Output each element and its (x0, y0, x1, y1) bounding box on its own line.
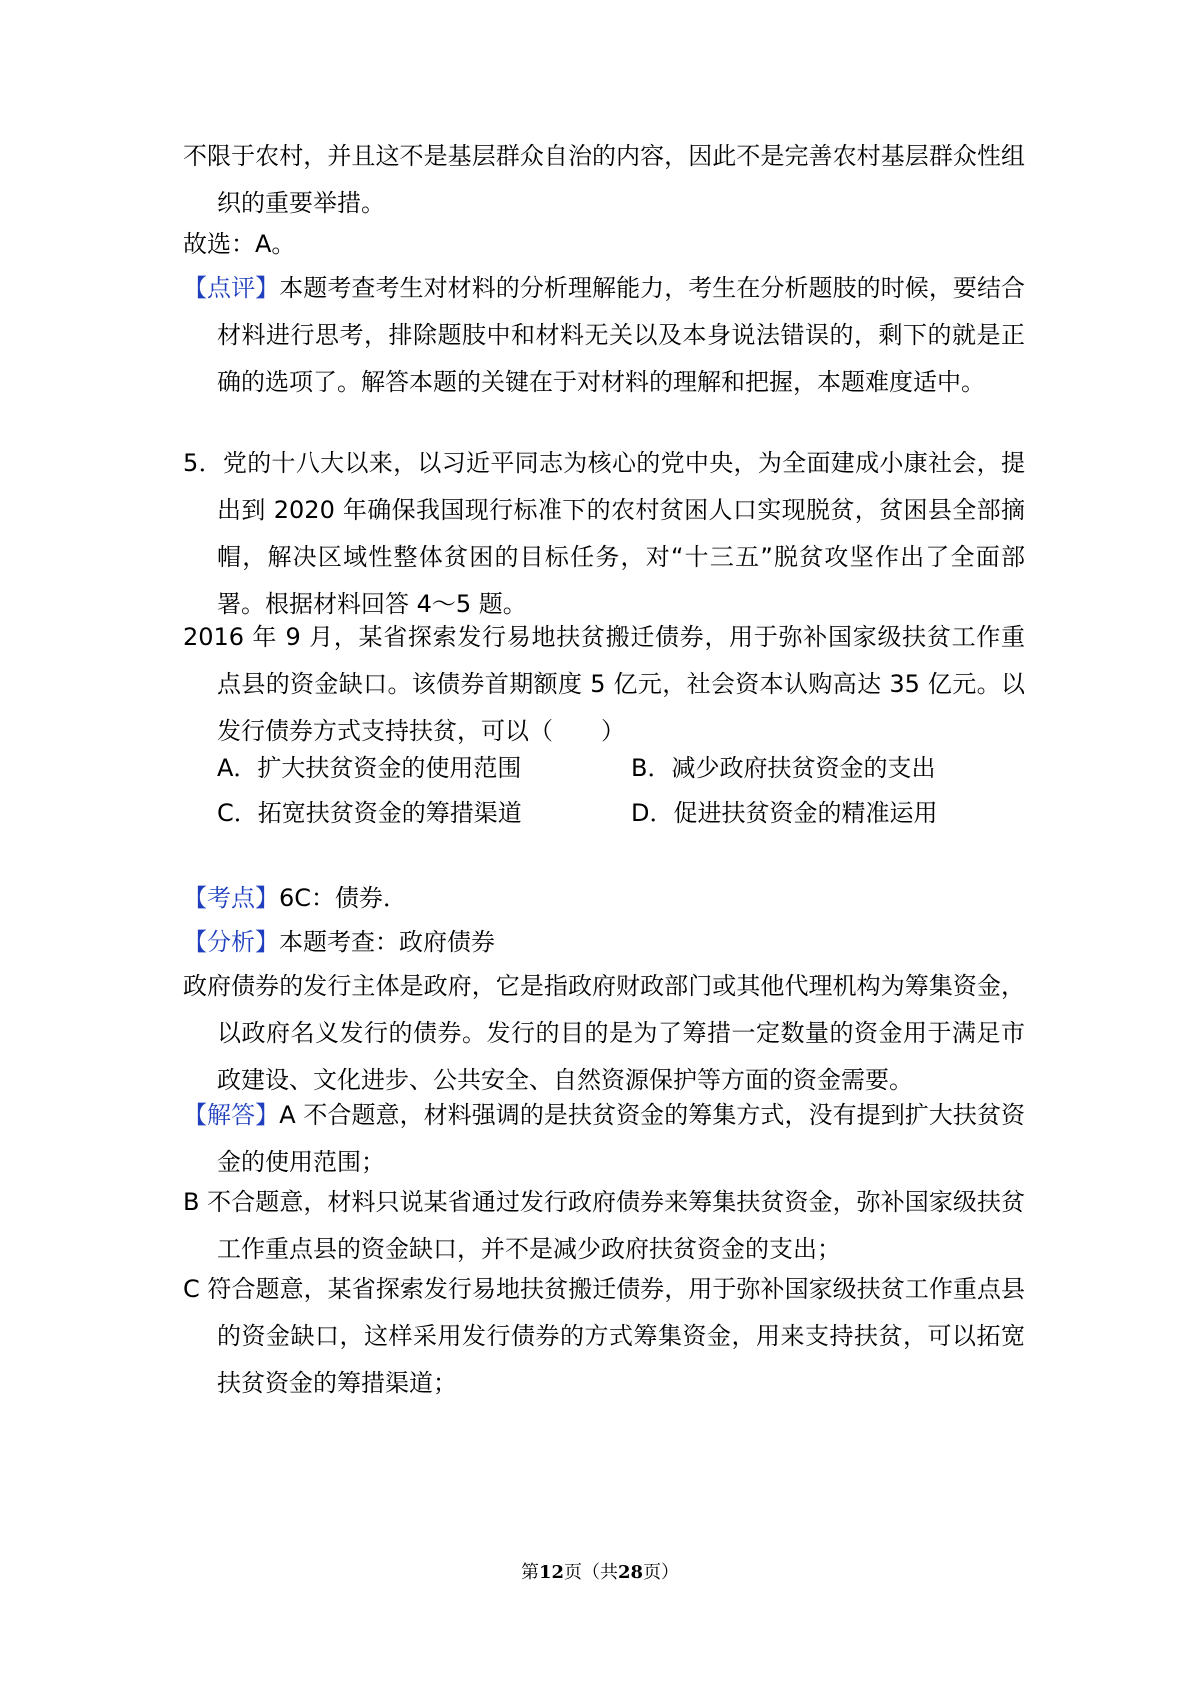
prev-review (183, 265, 1025, 406)
page-number: 12 (538, 1562, 564, 1583)
option-a: A．扩大扶贫资金的使用范围 (217, 754, 522, 782)
analysis-text: 本题考查：政府债券 (279, 928, 495, 956)
analysis-section (183, 919, 1025, 966)
page-total: 28 (618, 1562, 644, 1583)
solution-a: 【解答】A 不合题意，材料强调的是扶贫资金的筹集方式，没有提到扩大扶贫资金的使用范围； (183, 1101, 1026, 1176)
question-5-stem: 5．党的十八大以来，以习近平同志为核心的党中央，为全面建成小康社会，提出到 2020 年确保我国现行标准下的农村贫困人口实现脱贫，贫困县全部摘帽，解决区域性整体贫困的目标任务，对“十三五”脱贫攻坚作出了全面部署。根据材料回答 4～5 题。 (183, 449, 1025, 618)
review-tag: 【点评】 (183, 274, 280, 302)
review-text: 本题考查考生对材料的分析理解能力，考生在分析题肢的时候，要结合材料进行思考，排除题肢中和材料无关以及本身说法错误的，剩下的就是正确的选项了。解答本题的关键在于对材料的理解和把握，本题难度适中。 (217, 274, 1026, 396)
page-footer: 第12页（共28页） (520, 1562, 680, 1583)
point-tag: 【考点】 (183, 884, 279, 912)
solution-b: B 不合题意，材料只说某省通过发行政府债券来筹集扶贫资金，弥补国家级扶贫工作重点县的资金缺口，并不是减少政府扶贫资金的支出； (183, 1188, 1025, 1263)
option-c: C．拓宽扶贫资金的筹措渠道 (217, 799, 522, 827)
solution-tag: 【解答】 (183, 1101, 280, 1129)
prev-continuation: 不限于农村，并且这不是基层群众自治的内容，因此不是完善农村基层群众性组织的重要举措。 (183, 142, 1025, 217)
option-d: D．促进扶贫资金的精准运用 (631, 799, 938, 827)
option-b: B．减少政府扶贫资金的支出 (631, 754, 936, 782)
solution-c: C 符合题意，某省探索发行易地扶贫搬迁债券，用于弥补国家级扶贫工作重点县的资金缺口，这样采用发行债券的方式筹集资金，用来支持扶贫，可以拓宽扶贫资金的筹措渠道； (183, 1275, 1025, 1397)
analysis-tag: 【分析】 (183, 928, 279, 956)
point-section (183, 875, 1025, 922)
point-text: 6C：债券． (279, 884, 408, 912)
question-5-material: 2016 年 9 月，某省探索发行易地扶贫搬迁债券，用于弥补国家级扶贫工作重点县的资金缺口。该债券首期额度 5 亿元，社会资本认购高达 35 亿元。以发行债券方式支持扶贫，可以（ ） (183, 623, 1025, 745)
prev-answer: 故选：A。 (183, 230, 296, 258)
analysis-body: 政府债券的发行主体是政府，它是指政府财政部门或其他代理机构为筹集资金，以政府名义发行的债券。发行的目的是为了筹措一定数量的资金用于满足市政建设、文化进步、公共安全、自然资源保护等方面的资金需要。 (183, 972, 1025, 1094)
